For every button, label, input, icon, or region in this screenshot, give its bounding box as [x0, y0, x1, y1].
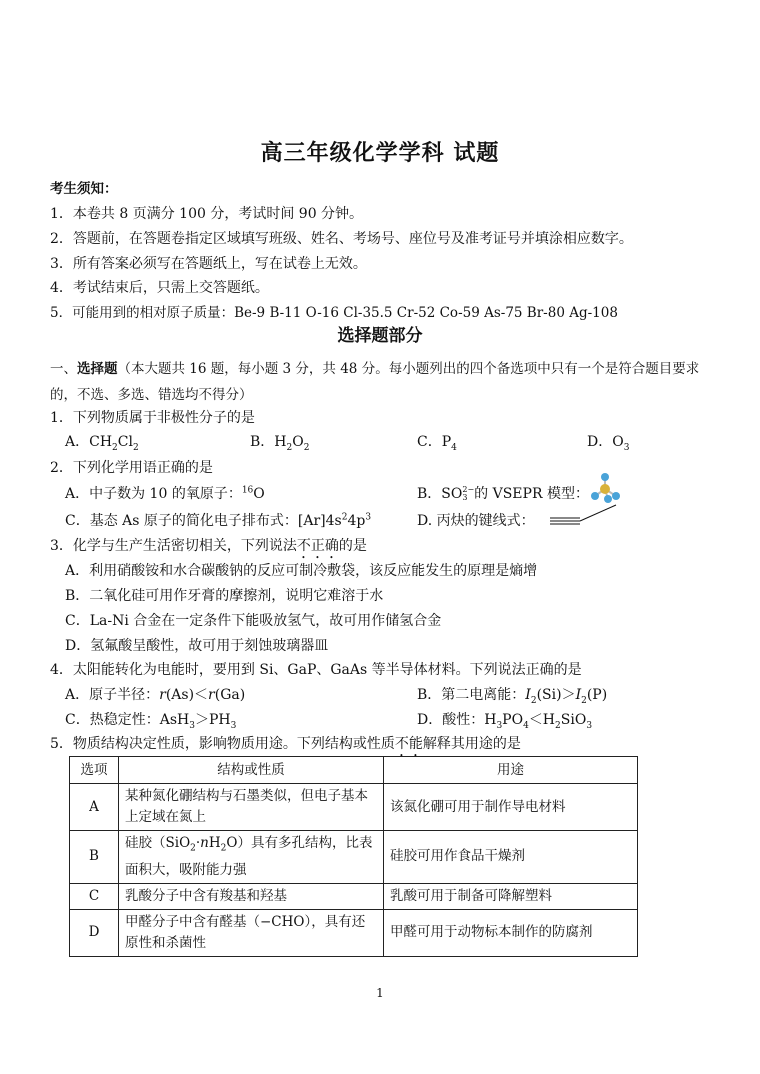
notice-heading: 考生须知： [50, 181, 118, 197]
intro-bold: 选择题 [77, 361, 118, 377]
q4-stem: 4．太阳能转化为电能时，要用到 Si、GaP、GaAs 等半导体材料。下列说法正确的是 [50, 662, 582, 678]
q4c-s2: 3 [230, 720, 237, 731]
q4a-i2: r [208, 687, 215, 703]
table-header: 选项 [70, 757, 119, 784]
row-b-i: n [200, 835, 209, 851]
q4d-pre: D．酸性：H [417, 712, 497, 728]
q1c-pre: C．P [417, 434, 452, 450]
table-cell-property [119, 831, 384, 884]
table-header-row [70, 757, 638, 784]
q2c-pre: C．基态 As 原子的简化电子排布式：[Ar]4s [65, 513, 342, 529]
table-header: 结构或性质 [119, 757, 384, 784]
q2-option-a [65, 483, 265, 503]
q5-stem-pre: 5．物质结构决定性质，影响物质用途。下列结构或性质 [50, 736, 395, 752]
table-cell-option: B [70, 831, 119, 884]
q2c-sup1: 2 [341, 512, 348, 523]
q4d-m3: SiO [560, 712, 587, 728]
table-cell-use: 该氮化硼可用于制作导电材料 [384, 784, 638, 831]
q3-option-d: D．氢氟酸呈酸性，故可用于刻蚀玻璃器皿 [65, 638, 329, 654]
q4b-i2: I [575, 687, 582, 703]
q2-option-b [417, 483, 589, 503]
q4d-m1: PO [502, 712, 524, 728]
row-b-m2: H [208, 835, 221, 851]
q2-stem: 2．下列化学用语正确的是 [50, 460, 213, 476]
notice-item-4: 4．考试结束后，只需上交答题纸。 [50, 280, 269, 296]
table-header: 用途 [384, 757, 638, 784]
q1a-sub1: 2 [112, 442, 118, 453]
notice-item-1: 1．本卷共 8 页满分 100 分，考试时间 90 分钟。 [50, 206, 364, 222]
q4a-i1: r [159, 687, 166, 703]
table-cell-property: 甲醛分子中含有醛基（−CHO），具有还原性和杀菌性 [119, 909, 384, 956]
q3-option-a: A．利用硝酸铵和水合碳酸钠的反应可制冷敷袋，该反应能发生的原理是熵增 [65, 563, 538, 579]
q2c-sup2: 3 [365, 512, 372, 523]
q1a-pre: A．CH [65, 434, 113, 450]
notice-item-5: 5．可能用到的相对原子质量：Be-9 B-11 O-16 Cl-35.5 Cr-52 Co-59 As-75 Br-80 Ag-108 [50, 305, 618, 321]
q2b-post: 的 VSEPR 模型： [474, 486, 589, 502]
q3-option-c: C．La-Ni 合金在一定条件下能吸放氢气，故可用作储氢合金 [65, 613, 442, 629]
table-row [70, 831, 638, 884]
table-cell-property: 某种氮化硼结构与石墨类似，但电子基本上定域在氮上 [119, 784, 384, 831]
q4-option-a [65, 684, 245, 704]
q4d-m2: ＜H [528, 712, 556, 728]
q1c-sub1: 4 [451, 442, 457, 453]
q5-stem-post: 解释其用途的是 [422, 736, 521, 752]
q3-stem-pre: 3．化学与生产生活密切相关，下列说法 [50, 538, 297, 554]
q3-stem [50, 535, 367, 562]
table-cell-option: C [70, 883, 119, 909]
q5-stem-emphasis: 不能 [394, 736, 423, 752]
page-title: 高三年级化学学科 试题 [260, 141, 500, 166]
q4c-s1: 3 [189, 720, 195, 731]
q4-option-d [417, 709, 592, 731]
row-b-m: · [195, 835, 201, 851]
q3-stem-emphasis: 不正确 [296, 538, 339, 554]
q1d-sub1: 3 [623, 442, 630, 453]
q1-option-d [587, 431, 629, 453]
notice-item-3: 3．所有答案必须写在答题纸上，写在试卷上无效。 [50, 256, 367, 272]
q4b-s2: 2 [581, 695, 587, 706]
q4a-m1: (As)＜ [165, 687, 209, 703]
q1b-mid: O [292, 434, 304, 450]
q4b-s1: 2 [530, 695, 537, 706]
q3-stem-post: 的是 [338, 538, 367, 554]
q1b-pre: B．H [250, 434, 287, 450]
q1-option-a [65, 431, 139, 453]
q4d-s1: 3 [496, 720, 503, 731]
table-cell-use: 硅胶可用作食品干燥剂 [384, 831, 638, 884]
table-row [70, 909, 638, 956]
q2d-pre: D. 丙炔的键线式： [417, 513, 535, 529]
q2-option-c [65, 510, 371, 530]
q1d-pre: D．O [587, 434, 624, 450]
q4-option-b [417, 684, 607, 706]
q4b-m1: (Si)＞ [536, 687, 576, 703]
q2b-sup: 2− [462, 485, 475, 494]
q4a-pre: A．原子半径： [65, 687, 160, 703]
q1-stem: 1．下列物质属于非极性分子的是 [50, 410, 255, 426]
q1b-sub2: 2 [303, 442, 310, 453]
q2b-pre: B．SO [417, 486, 463, 502]
section-heading: 选择题部分 [337, 326, 423, 346]
q4d-s4: 3 [586, 720, 593, 731]
q1a-sub2: 2 [132, 442, 139, 453]
table-cell-use: 乳酸可用于制备可降解塑料 [384, 883, 638, 909]
q5-table [69, 756, 638, 957]
q2c-mid: 4p [347, 513, 366, 529]
q4-option-c [65, 709, 236, 731]
notice-item-2: 2．答题前，在答题卷指定区域填写班级、姓名、考场号、座位号及准考证号并填涂相应数字。 [50, 231, 633, 247]
q3-option-b: B．二氧化硅可用作牙膏的摩擦剂，说明它难溶于水 [65, 588, 384, 604]
q4d-s2: 4 [523, 720, 529, 731]
section-intro [50, 356, 718, 408]
q4b-i1: I [525, 687, 531, 703]
table-row [70, 883, 638, 909]
vsepr-model-icon [588, 472, 624, 506]
q2a-pre: A．中子数为 10 的氧原子： [65, 486, 242, 502]
q1b-sub1: 2 [286, 442, 293, 453]
row-b-s1: 2 [190, 843, 196, 854]
q1-option-c [417, 431, 457, 453]
q4c-pre: C．热稳定性：AsH [65, 712, 190, 728]
q2b-sub: 3 [462, 493, 468, 502]
q2a-post: O [253, 486, 265, 502]
table-row [70, 784, 638, 831]
q2a-sup: 16 [241, 485, 254, 496]
q4c-mid: ＞PH [194, 712, 231, 728]
page-number: 1 [376, 986, 384, 1000]
table-cell-option: D [70, 909, 119, 956]
propyne-skeletal-icon [548, 502, 620, 528]
table-cell-property: 乳酸分子中含有羧基和羟基 [119, 883, 384, 909]
row-b-pre: 硅胶（SiO [125, 835, 191, 851]
q4b-pre: B．第二电离能： [417, 687, 526, 703]
intro-prefix: 一、 [50, 361, 77, 377]
row-b-post: O）具有多孔结构，比表面积大，吸附能力强 [125, 835, 373, 878]
table-cell-use: 甲醛可用于动物标本制作的防腐剂 [384, 909, 638, 956]
q2-option-d [417, 510, 535, 530]
q4a-m2: (Ga) [214, 687, 246, 703]
q1a-mid: Cl [117, 434, 133, 450]
intro-rest: （本大题共 16 题，每小题 3 分，共 48 分。每小题列出的四个备选项中只有一个是符合题目要求的，不选、多选、错选均不得分） [50, 361, 700, 403]
q4b-m2: (P) [586, 687, 608, 703]
row-b-s2: 2 [220, 843, 227, 854]
q1-option-b [250, 431, 309, 453]
table-cell-option: A [70, 784, 119, 831]
q4d-s3: 2 [555, 720, 561, 731]
